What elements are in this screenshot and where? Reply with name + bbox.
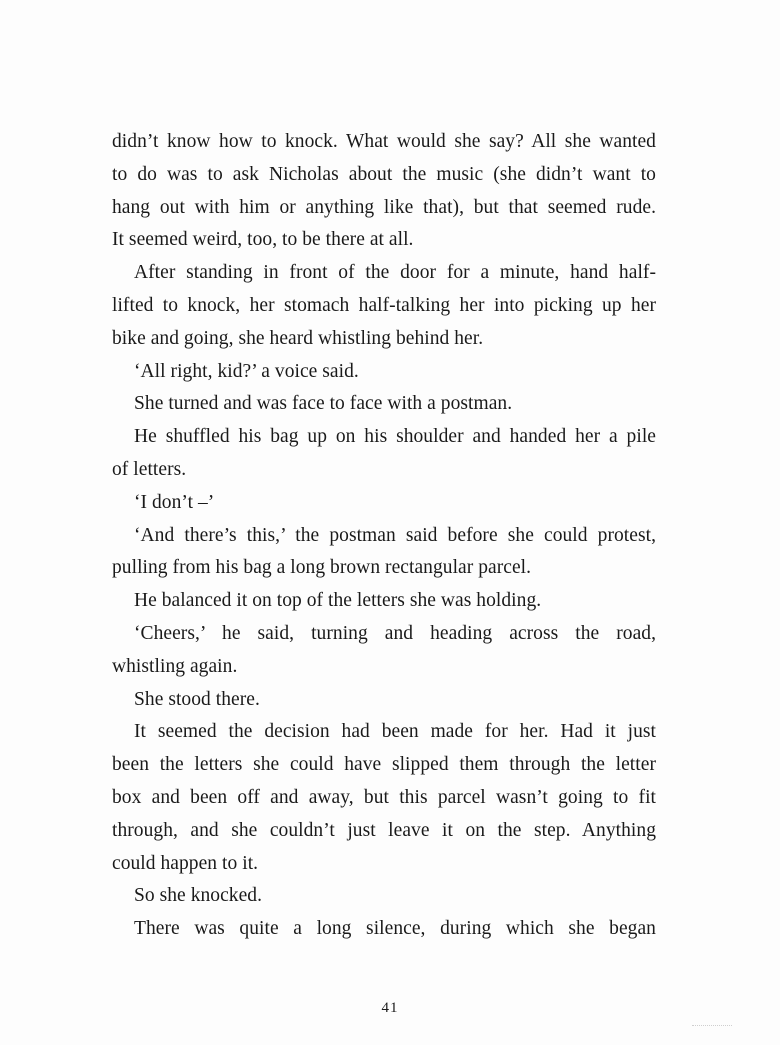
text-line: It seemed weird, too, to be there at all. [112, 229, 414, 251]
text-line: There was quite a long silence, during which she began [134, 918, 656, 940]
text-line: of letters. [112, 458, 187, 480]
text-line: ‘And there’s this,’ the postman said before she could protest, [134, 524, 656, 546]
text-line: He shuffled his bag up on his shoulder and handed her a pile [134, 426, 656, 448]
text-line: lifted to knock, her stomach half-talking her into picking up her [112, 294, 656, 316]
text-line: through, and she couldn’t just leave it on the step. Anything [112, 819, 656, 841]
text-line: whistling again. [112, 655, 238, 677]
text-line: could happen to it. [112, 852, 259, 874]
page-number: 41 [381, 1000, 399, 1016]
text-line: ‘All right, kid?’ a voice said. [134, 360, 359, 382]
text-line: to do was to ask Nicholas about the music (she didn’t want to [112, 163, 656, 185]
text-line: She turned and was face to face with a postman. [134, 393, 513, 415]
text-line: It seemed the decision had been made for her. Had it just [134, 721, 656, 743]
scan-mark [692, 1025, 732, 1028]
text-line: been the letters she could have slipped them through the letter [112, 754, 656, 776]
text-line: pulling from his bag a long brown rectangular parcel. [112, 557, 532, 579]
text-line: hang out with him or anything like that), but that seemed rude. [112, 196, 656, 218]
text-line: After standing in front of the door for a minute, hand half- [134, 262, 656, 284]
text-line: He balanced it on top of the letters she was holding. [134, 590, 542, 612]
text-line: ‘Cheers,’ he said, turning and heading across the road, [134, 622, 656, 644]
text-line: box and been off and away, but this parcel wasn’t going to fit [112, 786, 656, 808]
text-line: bike and going, she heard whistling behind her. [112, 327, 484, 349]
text-line: So she knocked. [134, 885, 263, 907]
body-text [112, 126, 656, 946]
text-line: didn’t know how to knock. What would she say? All she wanted [112, 131, 656, 152]
text-line: She stood there. [134, 688, 260, 710]
text-line: ‘I don’t –’ [134, 491, 215, 513]
